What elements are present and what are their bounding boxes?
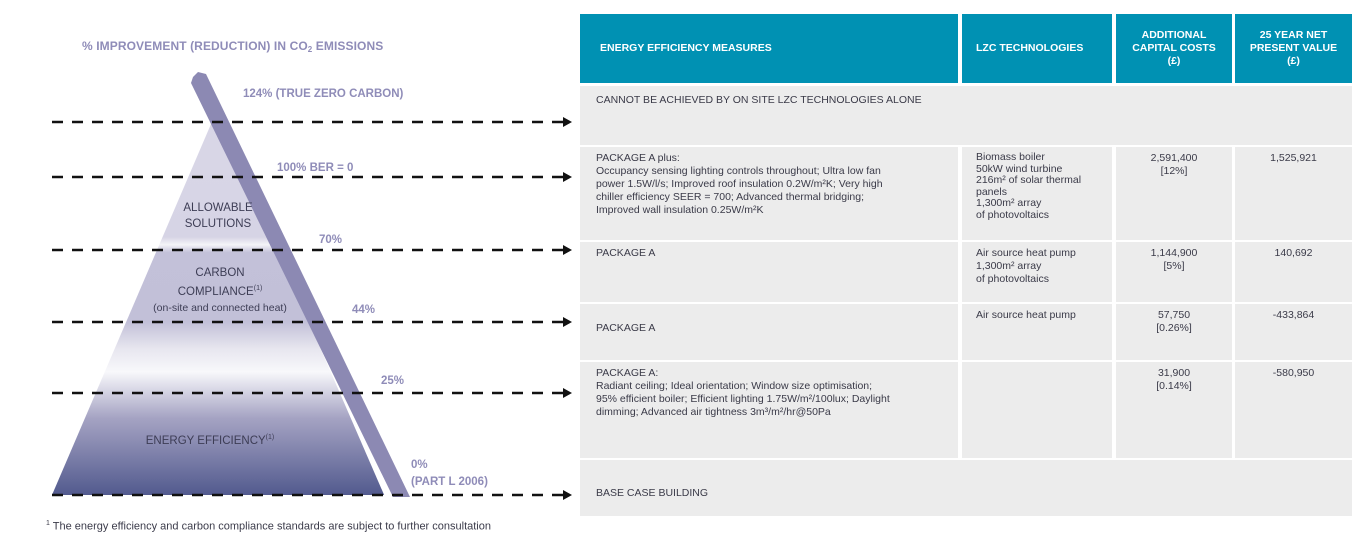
row3-measures: PACKAGE A xyxy=(580,304,958,360)
header-additional-capital-costs: ADDITIONAL CAPITAL COSTS (£) xyxy=(1116,14,1232,83)
row3-lzc: Air source heat pump xyxy=(962,304,1112,360)
header-lzc-technologies: LZC TECHNOLOGIES xyxy=(962,14,1112,83)
row2-capital-cost: 1,144,900 [5%] xyxy=(1116,242,1232,302)
header-25-year-npv: 25 YEAR NET PRESENT VALUE (£) xyxy=(1235,14,1352,83)
row4-npv: -580,950 xyxy=(1235,362,1352,458)
row4-capital-cost: 31,900 [0.14%] xyxy=(1116,362,1232,458)
table-row-base-case-building: BASE CASE BUILDING xyxy=(580,460,1352,516)
row1-measures: PACKAGE A plus: Occupancy sensing lighting controls throughout; Ultra low fan power 1.5W/l/s; Improved roof insulation 0.2W/m²K; Very high chiller efficiency SEER = 700; Advanced thermal bridging; Improved wall insulation 0.25W/m²K xyxy=(580,147,958,240)
row1-lzc: Biomass boiler 50kW wind turbine 216m² of solar thermal panels 1,300m² array of photovoltaics xyxy=(962,147,1112,240)
row4-lzc xyxy=(962,362,1112,458)
table-row-cannot-be-achieved: CANNOT BE ACHIEVED BY ON SITE LZC TECHNOLOGIES ALONE xyxy=(580,86,1352,145)
row1-npv: 1,525,921 xyxy=(1235,147,1352,240)
footnote: $^1$ The energy efficiency and carbon compliance standards are subject to further consultation xyxy=(46,520,491,533)
row2-lzc: Air source heat pump 1,300m² array of photovoltaics xyxy=(962,242,1112,302)
level-label-25: 25% xyxy=(381,375,405,387)
header-energy-efficiency-measures: ENERGY EFFICIENCY MEASURES xyxy=(580,14,958,83)
level-label-70: 70% xyxy=(319,234,343,246)
row2-measures: PACKAGE A xyxy=(580,242,958,302)
zone-carbon-compliance: CARBON COMPLIANCE$^{(1)}$ (on-site and connected heat) xyxy=(153,267,287,314)
zone-energy-efficiency: ENERGY EFFICIENCY$^{(1)}$ xyxy=(145,434,275,447)
row2-npv: 140,692 xyxy=(1235,242,1352,302)
level-label-44: 44% xyxy=(352,304,376,316)
diagram-title: % IMPROVEMENT (REDUCTION) IN $CO_2$ EMISSIONS xyxy=(82,39,384,54)
zone-allowable-solutions: ALLOWABLE SOLUTIONS xyxy=(183,202,253,230)
level-label-0: 0% xyxy=(411,459,428,471)
co2-reduction-pyramid-diagram xyxy=(0,0,580,555)
row1-capital-cost: 2,591,400 [12%] xyxy=(1116,147,1232,240)
row3-capital-cost: 57,750 [0.26%] xyxy=(1116,304,1232,360)
row3-npv: -433,864 xyxy=(1235,304,1352,360)
level-label-100: 100% BER = 0 xyxy=(277,162,354,174)
row4-measures: PACKAGE A: Radiant ceiling; Ideal orientation; Window size optimisation; 95% efficient boiler; Efficient lighting 1.75W/m²/100lux; Daylight dimming; Advanced air tightness 3m³/m²/hr@50Pa xyxy=(580,362,958,458)
level-label-part-l: (PART L 2006) xyxy=(411,476,488,488)
level-label-124: 124% (TRUE ZERO CARBON) xyxy=(243,88,404,100)
